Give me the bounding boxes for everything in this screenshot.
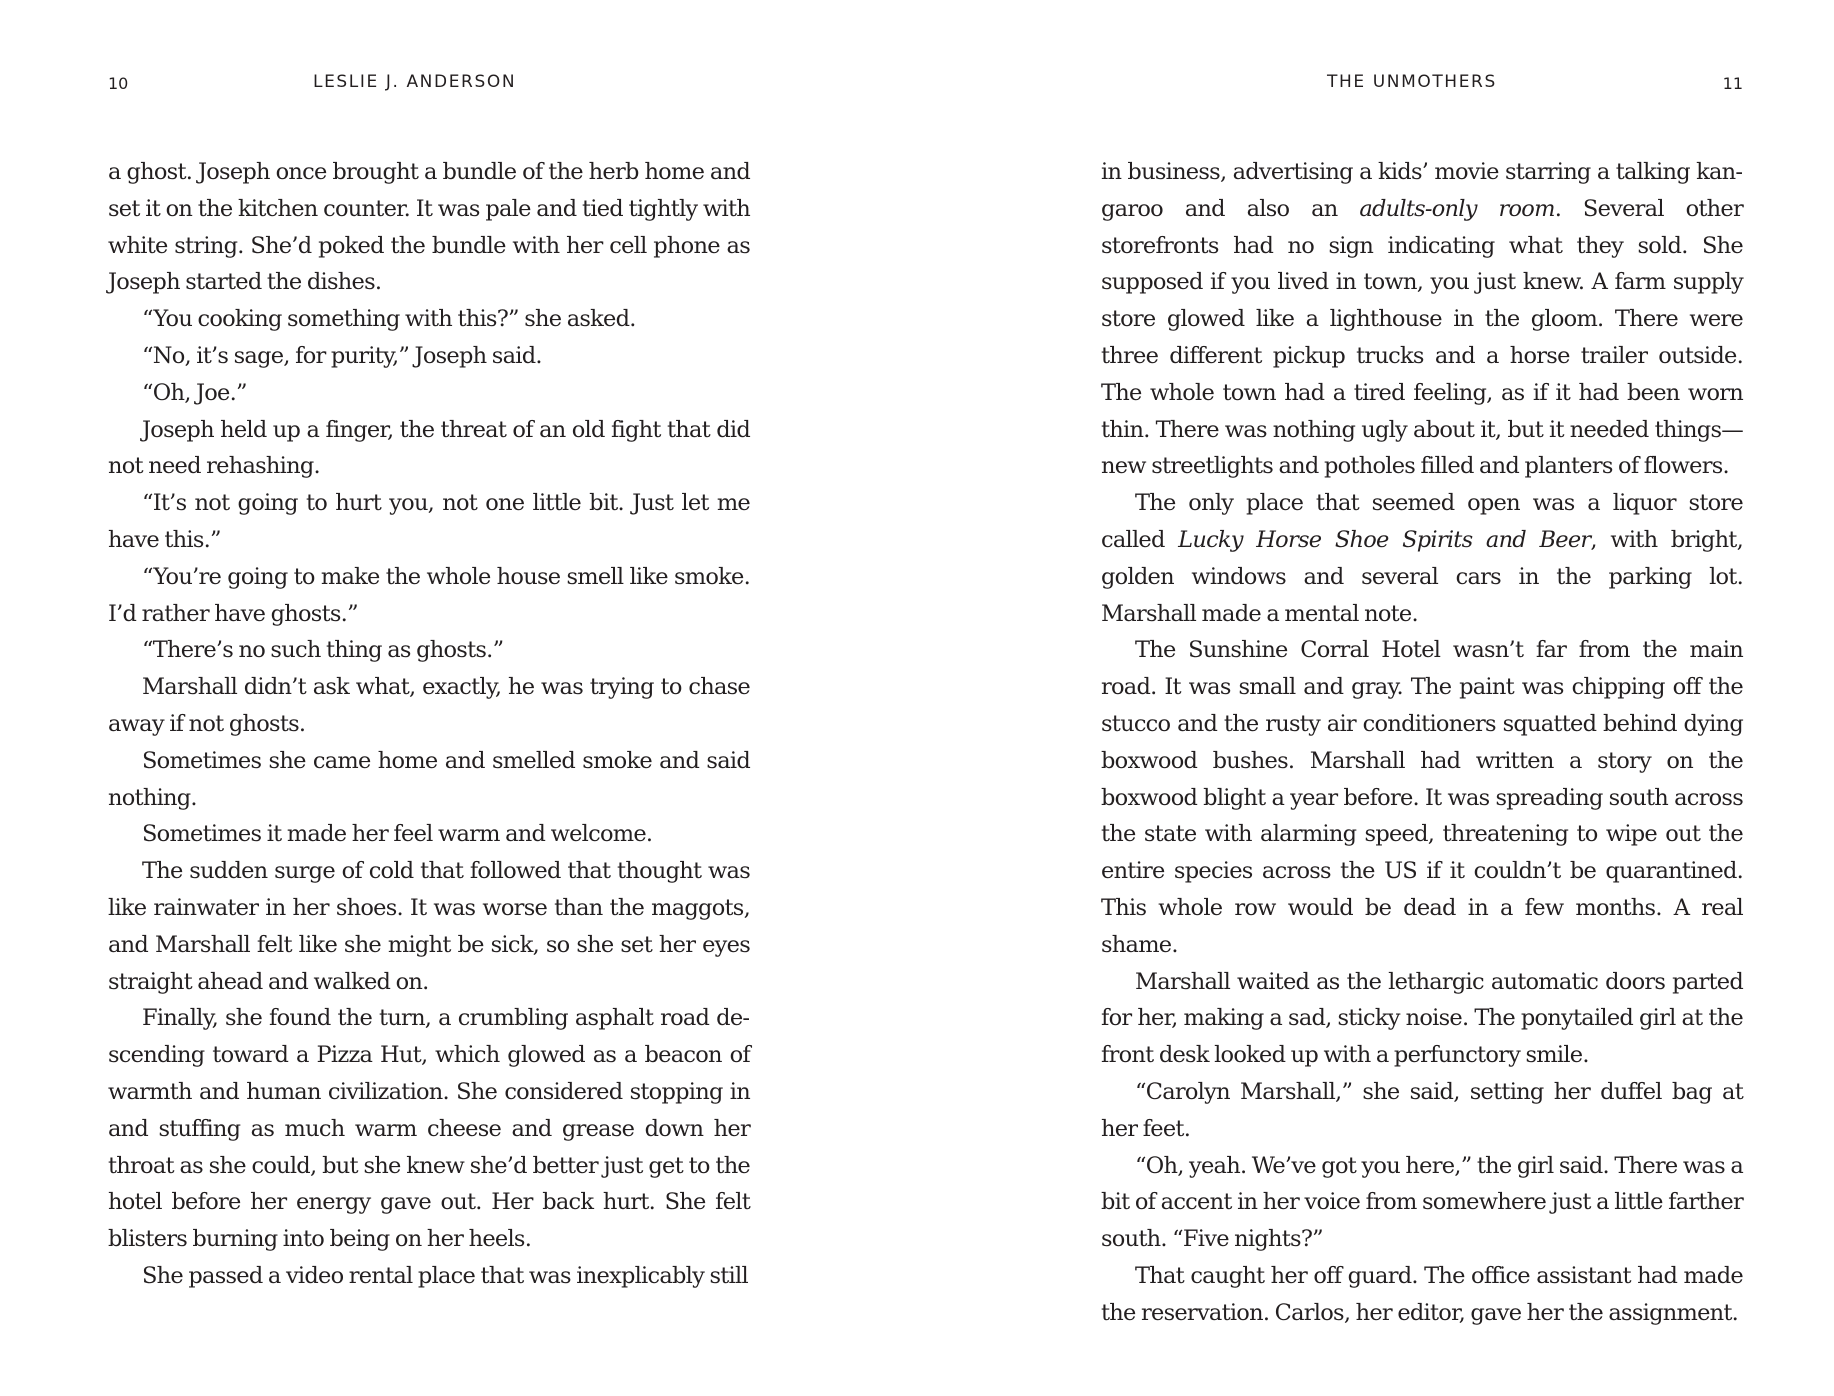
author-running-head: LESLIE J. ANDERSON [313,72,517,92]
text-run: The only place that seemed open was a liquor store called [1101,490,1743,553]
paragraph: Sometimes it made her feel warm and welcome. [142,821,653,848]
paragraph: Marshall waited as the lethargic automatic doors parted for her, making a sad, sticky noise. The ponytailed girl at the front desk looked up with a perfunctory smile. [1101,968,1743,1069]
italic-text: Lucky Horse Shoe Spirits and Beer [1178,526,1591,553]
left-running-head [108,72,750,96]
paragraph: The sudden surge of cold that followed that thought was like rainwater in her shoes. It was worse than the maggots, and Marshall felt like she might be sick, so she set her eyes straight ahead and walked on. [108,858,750,995]
left-page-text [108,154,750,1295]
paragraph: That caught her off guard. The office assistant had made the reservation. Carlos, her editor, gave her the assignment. [1101,1262,1743,1326]
paragraph: Joseph held up a finger, the threat of an old fight that did not need rehashing. [108,416,750,480]
right-running-head [1101,72,1743,96]
right-page-text [1101,154,1743,1332]
paragraph: “You’re going to make the whole house smell like smoke. I’d rather have ghosts.” [108,563,750,627]
paragraph: “Carolyn Marshall,” she said, setting her duffel bag at her feet. [1101,1078,1743,1142]
paragraph: “You cooking something with this?” she asked. [142,306,636,333]
paragraph: “Oh, Joe.” [142,379,247,406]
paragraph: “It’s not going to hurt you, not one little bit. Just let me have this.” [108,490,750,553]
paragraph: She passed a video rental place that was inexplicably still [142,1262,748,1289]
right-page-number: 11 [1722,74,1743,93]
paragraph: a ghost. Joseph once brought a bundle of the herb home and set it on the kitchen counter. It was pale and tied tightly with white string. She’d poked the bundle with her cell phone as Joseph started the dishes. [108,159,750,296]
paragraph: The Sunshine Corral Hotel wasn’t far from the main road. It was small and gray. The paint was chipping off the stucco and the rusty air conditioners squatted behind dying boxwood bushes. Marshall had written a story on the boxwood blight a year before. It was spreading south across the state with alarming speed, threatening to wipe out the entire species across the US if it couldn’t be quarantined. This whole row would be dead in a few months. A real shame. [1101,637,1743,958]
paragraph [1101,485,1743,632]
left-page-number: 10 [108,74,129,93]
book-title-running-head: THE UNMOTHERS [1327,72,1497,92]
paragraph [1101,154,1743,485]
paragraph: Marshall didn’t ask what, exactly, he was trying to chase away if not ghosts. [108,674,750,737]
paragraph: “There’s no such thing as ghosts.” [142,637,504,664]
italic-text: adults-only room [1359,195,1555,222]
left-page [108,0,750,1396]
paragraph: Sometimes she came home and smelled smoke and said nothing. [108,747,750,811]
text-run: . Several other storefronts had no sign indicating what they sold. She supposed if you lived in town, you just knew. A farm supply store glowed like a lighthouse in the gloom. There were three different pickup trucks and a horse trailer outside. The whole town had a tired feeling, as if it had been worn thin. There was nothing ugly about it, but it needed things—new streetlights and potholes filled and planters of flowers. [1101,195,1743,480]
text-run: in business, advertising a kids’ movie starring a talking kangaroo and also an [1101,159,1743,222]
paragraph: Finally, she found the turn, a crumbling asphalt road descending toward a Pizza Hut, which glowed as a beacon of warmth and human civilization. She considered stopping in and stuffing as much warm cheese and grease down her throat as she could, but she knew she’d better just get to the hotel before her energy gave out. Her back hurt. She felt blisters burning into being on her heels. [108,1005,750,1253]
text-run: , with bright, golden windows and several cars in the parking lot. Marshall made a mental note. [1101,526,1744,627]
paragraph: “Oh, yeah. We’ve got you here,” the girl said. There was a bit of accent in her voice from somewhere just a little farther south. “Five nights?” [1101,1152,1743,1253]
paragraph: “No, it’s sage, for purity,” Joseph said. [142,342,542,369]
right-page [1101,0,1743,1396]
